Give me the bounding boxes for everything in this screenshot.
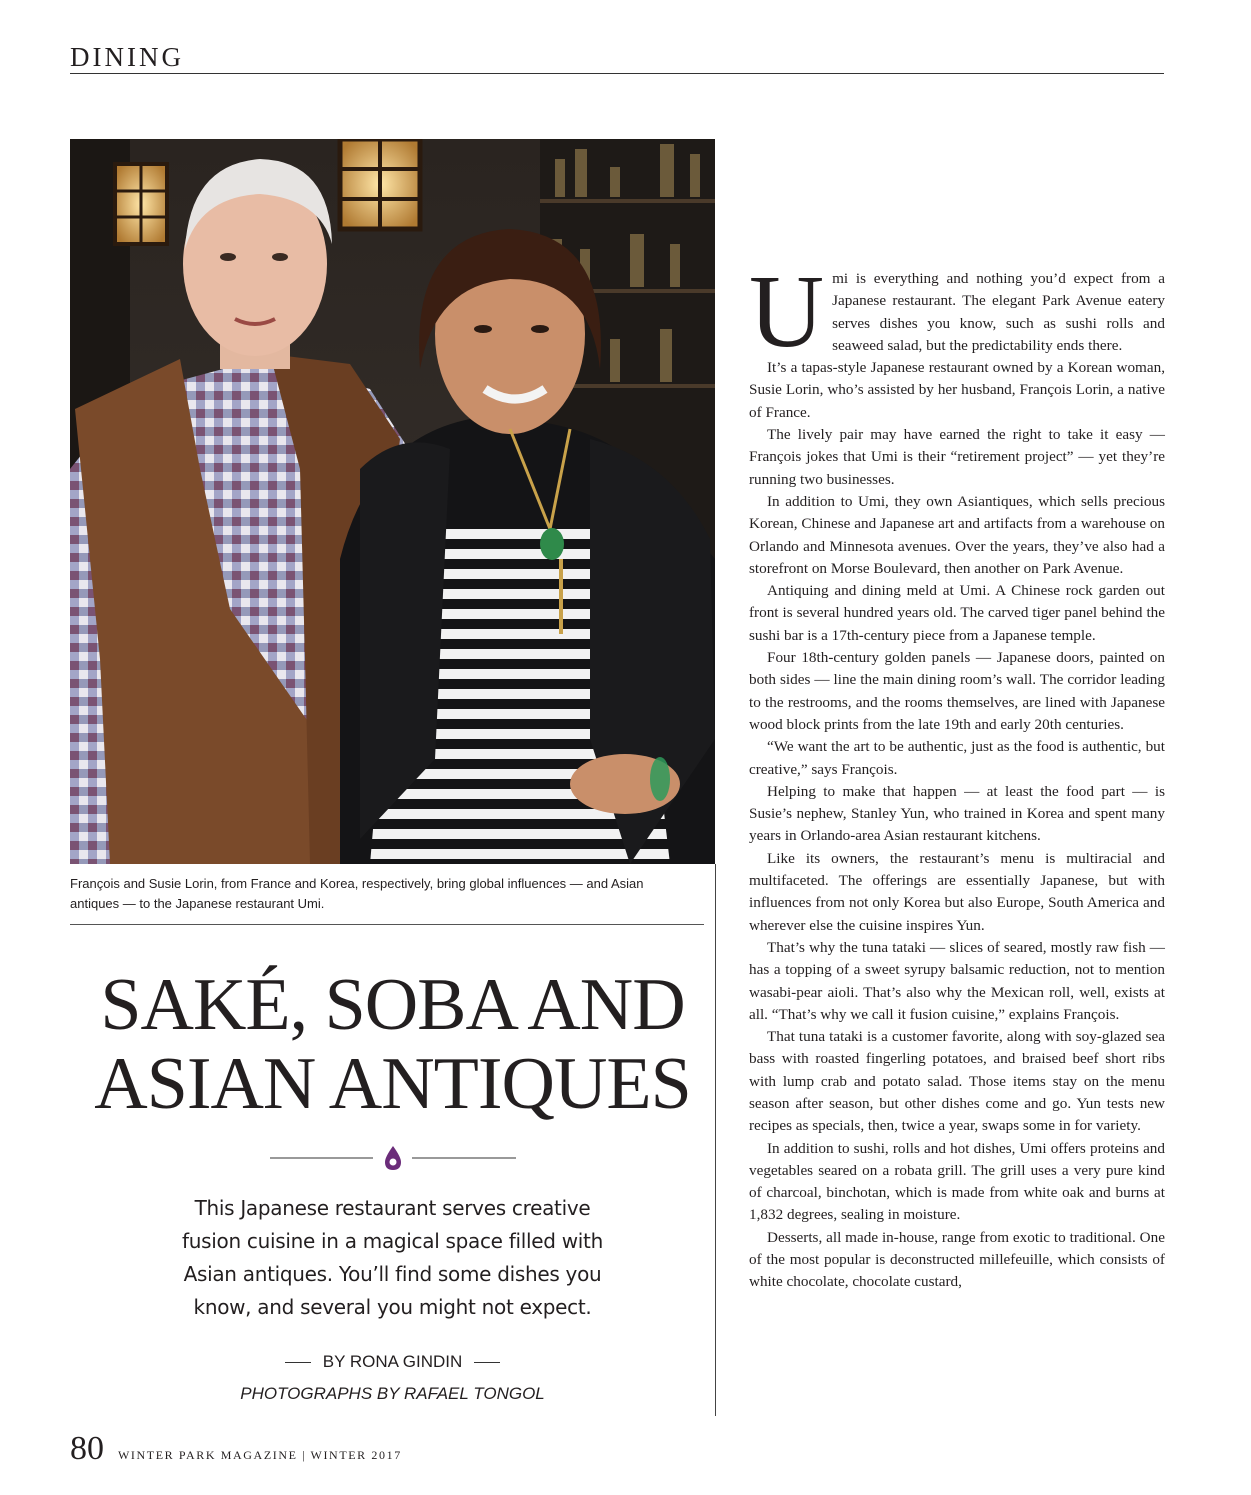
section-label: DINING	[70, 42, 184, 72]
byline-dash-right	[474, 1362, 500, 1363]
section-rule	[70, 73, 1164, 74]
body-paragraph: Antiquing and dining meld at Umi. A Chinese rock garden out front is several hundred years old. The carved tiger panel behind the sushi bar is a 17th-century piece from a Japanese temple.	[749, 582, 1165, 644]
page-footer	[70, 1430, 402, 1468]
headline-line-1: SAKÉ, SOBA AND	[100, 964, 685, 1046]
headline	[70, 966, 715, 1124]
byline-text: BY RONA GINDIN	[322, 1352, 463, 1371]
body-paragraph: It’s a tapas-style Japanese restaurant owned by a Korean woman, Susie Lorin, who’s assisted by her husband, François Lorin, a native of France.	[749, 359, 1165, 421]
article-dek: This Japanese restaurant serves creative fusion cuisine in a magical space filled with Asian antiques. You’ll find some dishes you know, and several you might not expect.	[182, 1196, 603, 1319]
body-paragraph: Desserts, all made in-house, range from exotic to traditional. One of the most popular is deconstructed millefeuille, which consists of white chocolate, chocolate custard,	[749, 1228, 1165, 1291]
byline	[200, 1352, 585, 1372]
body-paragraph: That tuna tataki is a customer favorite, along with soy-glazed sea bass with roasted fingerling potatoes, and braised beef short ribs with lump crab and potato salad. Those items stay on the menu season after season, but other dishes come and go. Yun tests new recipes as specials, then, twice a year, swaps some in for variety.	[749, 1028, 1165, 1135]
body-paragraph: “We want the art to be authentic, just as the food is authentic, but creative,” says François.	[749, 738, 1165, 778]
body-paragraph: Like its owners, the restaurant’s menu is multiracial and multifaceted. The offerings are essentially Japanese, but with influences from not only Korea but also Europe, South America and wherever else the cuisine inspires Yun.	[749, 849, 1165, 934]
ornament-divider	[270, 1143, 516, 1173]
drop-cap: U	[749, 254, 825, 369]
column-divider	[715, 864, 716, 1416]
body-paragraph: The lively pair may have earned the right to take it easy — François jokes that Umi is their “retirement project” — yet they’re running two businesses.	[749, 426, 1165, 488]
page-number: 80	[70, 1430, 104, 1467]
caption-rule	[70, 924, 704, 925]
headline-line-2: ASIAN ANTIQUES	[94, 1043, 691, 1125]
body-paragraph: In addition to sushi, rolls and hot dishes, Umi offers proteins and vegetables seared on a robata grill. The grill uses a very pure kind of charcoal, binchotan, which is made from white oak and burns at 1,832 degrees, sealing in moisture.	[749, 1139, 1165, 1224]
publication-line: WINTER PARK MAGAZINE | WINTER 2017	[118, 1448, 402, 1462]
photo-credit: PHOTOGRAPHS BY RAFAEL TONGOL	[240, 1384, 545, 1403]
body-paragraph: That’s why the tuna tataki — slices of seared, mostly raw fish — has a topping of a sweet syrupy balsamic reduction, not to mention wasabi-pear aioli. That’s also why the Mexican roll, well, exists at all. “That’s why we call it fusion cuisine,” explains François.	[749, 938, 1165, 1023]
body-paragraph: Helping to make that happen — at least the food part — is Susie’s nephew, Stanley Yun, who trained in Korea and spent many years in Orlando-area Asian restaurant kitchens.	[749, 782, 1165, 845]
byline-dash-left	[285, 1362, 311, 1363]
article-body	[749, 254, 1165, 1294]
lead-paragraph	[749, 254, 1165, 369]
owners-photo	[70, 139, 715, 864]
body-paragraph: Four 18th-century golden panels — Japanese doors, painted on both sides — line the main dining room’s wall. The corridor leading to the restrooms, and the rooms themselves, are lined with Japanese wood block prints from the late 19th and early 20th centuries.	[749, 649, 1165, 733]
photo-caption: François and Susie Lorin, from France and Korea, respectively, bring global influences — and Asian antiques — to the Japanese restaurant Umi.	[70, 876, 644, 911]
lead-text: mi is everything and nothing you’d expect from a Japanese restaurant. The elegant Park Avenue eatery serves dishes you know, such as sushi rolls and seaweed salad, but the predictability ends there.	[832, 270, 1165, 354]
drop-ornament-icon	[385, 1146, 401, 1170]
body-paragraph: In addition to Umi, they own Asiantiques, which sells precious Korean, Chinese and Japanese art and artifacts from a warehouse on Orlando and Minnesota avenues. Over the years, they’ve also had a storefront on Morse Boulevard, then another on Park Avenue.	[749, 492, 1165, 577]
